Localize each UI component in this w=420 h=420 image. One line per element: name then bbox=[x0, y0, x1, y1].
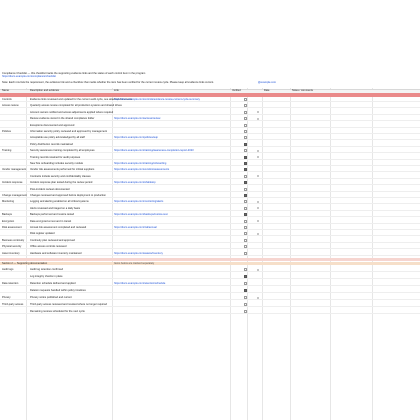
verified-checkbox[interactable] bbox=[244, 136, 247, 139]
verified-checkbox[interactable] bbox=[244, 282, 247, 285]
row-description: Logging and alerting enabled on all critical systems bbox=[30, 200, 89, 204]
verified-checkbox[interactable] bbox=[244, 268, 247, 271]
row-name: Monitoring bbox=[2, 200, 15, 204]
verified-checkbox[interactable] bbox=[244, 143, 247, 146]
intro-note: Note: Each row lists the requirement, the evidence link and a checkbox that marks whether the item has been verified for the current review cycle. Please keep all evidence links current. bbox=[2, 81, 214, 84]
row-description: Third-party access reviewed and revoked where no longer required bbox=[30, 303, 107, 306]
row-description: Account owners notified and access adjustments applied where required bbox=[30, 110, 114, 114]
row-description: Continuity plan reviewed and approved bbox=[30, 238, 75, 242]
row-name: Access review bbox=[2, 104, 19, 108]
row-name: Vendor management bbox=[2, 168, 27, 172]
row-name: Controls bbox=[2, 98, 12, 101]
row-description: Hardware and software inventory maintained bbox=[30, 251, 82, 255]
row-link[interactable]: https://docs.example.com/training/awareness-completion-report-2023 bbox=[114, 149, 194, 153]
row-name: Training bbox=[2, 149, 12, 153]
verified-checkbox[interactable] bbox=[244, 124, 247, 127]
verified-checkbox[interactable] bbox=[244, 156, 247, 159]
row-description: Deletion requests handled within policy timelines bbox=[30, 289, 86, 292]
verified-checkbox[interactable] bbox=[244, 98, 247, 101]
row-name: Business continuity bbox=[2, 238, 25, 242]
verified-checkbox[interactable] bbox=[244, 232, 247, 235]
row-description: Risk register updated bbox=[30, 232, 55, 236]
verified-checkbox[interactable] bbox=[244, 111, 247, 114]
verified-checkbox[interactable] bbox=[244, 239, 247, 242]
header-link: Link bbox=[114, 89, 119, 92]
row-name: Encryption bbox=[2, 219, 15, 223]
row-name: Policies bbox=[2, 130, 11, 133]
row-description: Vendor risk assessments performed for critical suppliers bbox=[30, 168, 95, 172]
row-link[interactable]: https://docs.example.com/monitoring/alerts bbox=[114, 200, 164, 204]
row-description: Policy distribution records maintained bbox=[30, 142, 73, 146]
status-marker bbox=[257, 201, 259, 203]
verified-checkbox[interactable] bbox=[244, 207, 247, 210]
row-name: Risk assessment bbox=[2, 226, 22, 229]
verified-checkbox[interactable] bbox=[244, 104, 247, 107]
verified-checkbox[interactable] bbox=[244, 168, 247, 171]
verified-checkbox[interactable] bbox=[244, 275, 247, 278]
row-name: Audit logs bbox=[2, 268, 14, 271]
row-description: New hire onboarding includes security module bbox=[30, 162, 84, 165]
row-link[interactable]: https://docs.example.com/risk/annual bbox=[114, 226, 157, 229]
row-description: Audit log retention confirmed bbox=[30, 268, 64, 271]
row-link[interactable]: https://docs.example.com/ir/tabletop bbox=[114, 181, 156, 185]
verified-checkbox[interactable] bbox=[244, 181, 247, 184]
row-name: Physical security bbox=[2, 245, 22, 249]
verified-checkbox[interactable] bbox=[244, 226, 247, 229]
row-description: Review evidence stored in the shared compliance folder bbox=[30, 117, 95, 121]
row-description: Security awareness training completed by all employees bbox=[30, 149, 95, 153]
section-divider bbox=[0, 258, 420, 261]
row-description: Evidence links reviewed and updated for the current audit cycle, see attached documents bbox=[30, 98, 133, 101]
row-description: Training records retained for audit purposes bbox=[30, 155, 81, 159]
verified-checkbox[interactable] bbox=[244, 130, 247, 133]
section2-title: Section 2 — Supporting documentation bbox=[2, 262, 48, 265]
verified-checkbox[interactable] bbox=[244, 289, 247, 292]
verified-checkbox[interactable] bbox=[244, 194, 247, 197]
intro-line: Compliance Checklist — this checklist tracks the supporting evidence links and the status of each control item in the program bbox=[2, 72, 146, 75]
row-description: Incident response plan tested during the review period bbox=[30, 181, 93, 185]
header-verified: Verified bbox=[232, 89, 241, 92]
row-link[interactable]: https://docs.example.com/backups/restore-test bbox=[114, 213, 168, 217]
status-marker bbox=[257, 150, 259, 152]
status-marker bbox=[257, 156, 259, 158]
header-notes: Notes / comments bbox=[292, 89, 313, 92]
verified-checkbox[interactable] bbox=[244, 296, 247, 299]
row-description: Acceptable use policy acknowledged by all staff bbox=[30, 136, 85, 140]
intro-link[interactable]: https://docs.example.com/compliance/checklist bbox=[2, 75, 56, 78]
row-name: Backups bbox=[2, 213, 12, 217]
row-name: Asset inventory bbox=[2, 251, 20, 255]
status-marker bbox=[257, 111, 259, 113]
row-description: Quarterly access review completed for all production systems and shared drives bbox=[30, 104, 122, 108]
verified-checkbox[interactable] bbox=[244, 117, 247, 120]
row-link[interactable]: https://docs.example.com/policies/aup bbox=[114, 136, 158, 140]
row-name: Change management bbox=[2, 194, 27, 197]
section2-note: Items below are tracked separately bbox=[114, 262, 155, 265]
row-description: Office access controls reviewed bbox=[30, 245, 67, 249]
status-marker bbox=[257, 220, 259, 222]
row-description: Exceptions documented and approved bbox=[30, 123, 75, 127]
row-description: Annual risk assessment completed and reviewed bbox=[30, 226, 87, 229]
status-marker bbox=[257, 269, 259, 271]
header-name: Name bbox=[2, 89, 9, 92]
verified-checkbox[interactable] bbox=[244, 303, 247, 306]
verified-checkbox[interactable] bbox=[244, 252, 247, 255]
verified-checkbox[interactable] bbox=[244, 200, 247, 203]
row-description: Data encrypted at rest and in transit bbox=[30, 219, 72, 223]
row-description: Contracts include security and confidentiality clauses bbox=[30, 174, 91, 178]
highlight-row bbox=[0, 93, 420, 97]
status-marker bbox=[257, 297, 259, 299]
row-name: Privacy bbox=[2, 296, 11, 299]
row-description: Remaining reviews scheduled for the next cycle bbox=[30, 310, 85, 313]
contact-email[interactable]: @example.com bbox=[258, 81, 277, 84]
row-name: Data retention bbox=[2, 282, 19, 285]
row-name: Third-party access bbox=[2, 303, 24, 306]
verified-checkbox[interactable] bbox=[244, 188, 247, 191]
row-description: Changes reviewed and approved before deployment to production bbox=[30, 194, 106, 197]
verified-checkbox[interactable] bbox=[244, 213, 247, 216]
header-date: Date bbox=[264, 89, 270, 92]
verified-checkbox[interactable] bbox=[244, 162, 247, 165]
row-description: Alerts reviewed and triaged on a daily basis bbox=[30, 206, 81, 210]
row-description: Retention schedule defined and applied bbox=[30, 282, 76, 285]
status-marker bbox=[257, 233, 259, 235]
row-link[interactable]: https://docs.example.com/controls/evidence-review-current-cycle-summary bbox=[114, 98, 200, 101]
row-link[interactable]: https://docs.example.com/retention/schedule bbox=[114, 282, 166, 285]
row-description: Backups performed and restore tested bbox=[30, 213, 75, 217]
row-description: Post-incident reviews documented bbox=[30, 187, 70, 191]
row-description: Privacy notice published and current bbox=[30, 296, 72, 299]
verified-checkbox[interactable] bbox=[244, 220, 247, 223]
status-marker bbox=[257, 118, 259, 120]
verified-checkbox[interactable] bbox=[244, 149, 247, 152]
status-marker bbox=[257, 175, 259, 177]
row-description: Log integrity checks in place bbox=[30, 275, 63, 278]
header-description: Description and evidence bbox=[30, 89, 60, 92]
verified-checkbox[interactable] bbox=[244, 245, 247, 248]
row-link[interactable]: https://docs.example.com/training/onboarding bbox=[114, 162, 167, 165]
status-marker bbox=[257, 207, 259, 209]
row-link[interactable]: https://docs.example.com/assets/inventory bbox=[114, 251, 163, 255]
verified-checkbox[interactable] bbox=[244, 310, 247, 313]
verified-checkbox[interactable] bbox=[244, 175, 247, 178]
row-link[interactable]: https://docs.example.com/vendors/assessments bbox=[114, 168, 170, 172]
row-link[interactable]: https://docs.example.com/access/review bbox=[114, 117, 161, 121]
row-name: Incident response bbox=[2, 181, 23, 185]
row-description: Information security policy reviewed and approved by management bbox=[30, 130, 107, 133]
